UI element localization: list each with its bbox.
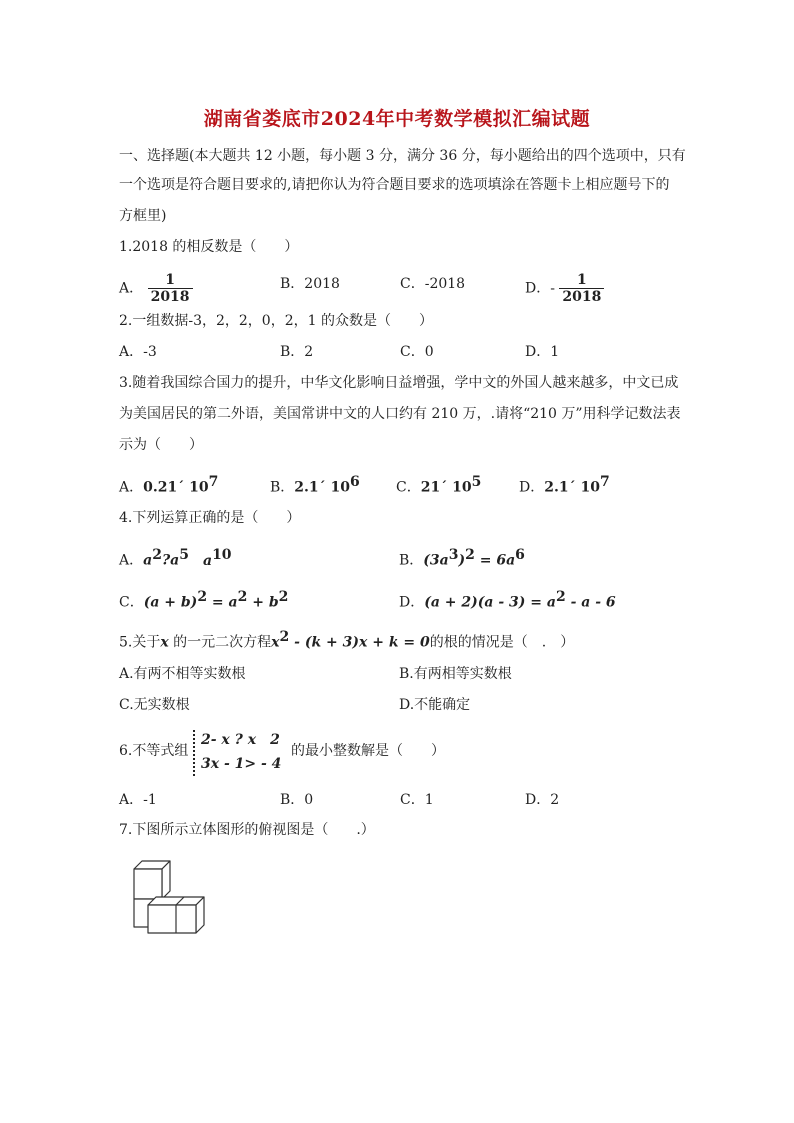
- inequality-system: [201, 728, 281, 776]
- question-2-option-d: D．1: [525, 344, 560, 360]
- question-2-option-b: B．2: [280, 344, 314, 360]
- system-brace: [193, 730, 199, 776]
- section-instructions-line2: 一个选项是符合题目要求的,请把你认为符合题目要求的选项填涂在答题卡上相应题号下的: [119, 177, 670, 193]
- inequality-2: 3x - 1> - 4: [201, 756, 282, 772]
- question-7-stem: 7.下图所示立体图形的俯视图是（ .）: [119, 822, 375, 838]
- question-4-option-a: A．$a^2?a^5$ $a^{10}$: [119, 547, 232, 569]
- question-4-option-b: B．$(3a^3)^2 = 6a^6$: [399, 547, 525, 569]
- question-3-option-b: B．2.1´ $10^6$: [270, 474, 360, 496]
- question-6-option-a: A．-1: [119, 792, 157, 808]
- question-5-option-b: B.有两相等实数根: [399, 666, 512, 682]
- section-instructions-line3: 方框里): [119, 208, 167, 224]
- question-1-option-a: A． $\frac{1}{2018}$: [119, 272, 193, 305]
- question-1-stem: 1.2018 的相反数是（ ）: [119, 239, 299, 255]
- question-3-line1: 3.随着我国综合国力的提升，中华文化影响日益增强，学中文的外国人越来越多，中文已成: [119, 375, 679, 391]
- question-4-option-d: D．$(a + 2)(a - 3) = a^2 - a - 6$: [399, 589, 616, 611]
- question-1-option-c: C．-2018: [400, 276, 466, 292]
- question-5-option-c: C.无实数根: [119, 697, 190, 713]
- question-5-option-a: A.有两不相等实数根: [119, 666, 246, 682]
- question-2-option-c: C．0: [400, 344, 434, 360]
- question-2-option-a: A．-3: [119, 344, 157, 360]
- question-6-option-d: D．2: [525, 792, 560, 808]
- question-4-stem: 4.下列运算正确的是（ ）: [119, 510, 301, 526]
- fraction: $\frac{1}{2018}$: [559, 272, 604, 305]
- question-1-option-b: B．2018: [280, 276, 340, 292]
- question-3-option-c: C．21´ $10^5$: [396, 474, 482, 496]
- question-3-option-d: D．2.1´ $10^7$: [519, 474, 610, 496]
- inequality-1: 2- x ? x 2: [201, 732, 280, 748]
- question-2-stem: 2.一组数据-3，2，2，0，2，1 的众数是（ ）: [119, 313, 433, 329]
- question-3-line2: 为美国居民的第二外语，美国常讲中文的人口约有 210 万，.请将“210 万”用科学记数法表: [119, 406, 681, 422]
- page-title: 湖南省娄底市2024年中考数学模拟汇编试题: [203, 108, 591, 130]
- question-4-option-c: C．$(a + b)^2 = a^2 + b^2$: [119, 589, 289, 611]
- question-1-option-d: D．- $\frac{1}{2018}$: [525, 272, 604, 305]
- question-3-line3: 示为（ ）: [119, 437, 203, 453]
- question-6-option-c: C．1: [400, 792, 434, 808]
- question-6-option-b: B．0: [280, 792, 314, 808]
- question-6-stem-pre: 6.不等式组: [119, 743, 189, 759]
- question-6-stem-post: 的最小整数解是（ ）: [291, 743, 445, 759]
- fraction: $\frac{1}{2018}$: [148, 272, 193, 305]
- section-instructions-line1: 一、选择题(本大题共 12 小题，每小题 3 分，满分 36 分，每小题给出的四个选项中，只有: [119, 148, 686, 164]
- cube-stack-figure: [128, 855, 212, 935]
- question-3-option-a: A．0.21´ $10^7$: [119, 474, 219, 496]
- question-5-option-d: D.不能确定: [399, 697, 471, 713]
- question-5-stem: 5.关于x 的一元二次方程$x^2 - (k + 3)x + k = 0$的根的情况是（ . ）: [119, 629, 575, 651]
